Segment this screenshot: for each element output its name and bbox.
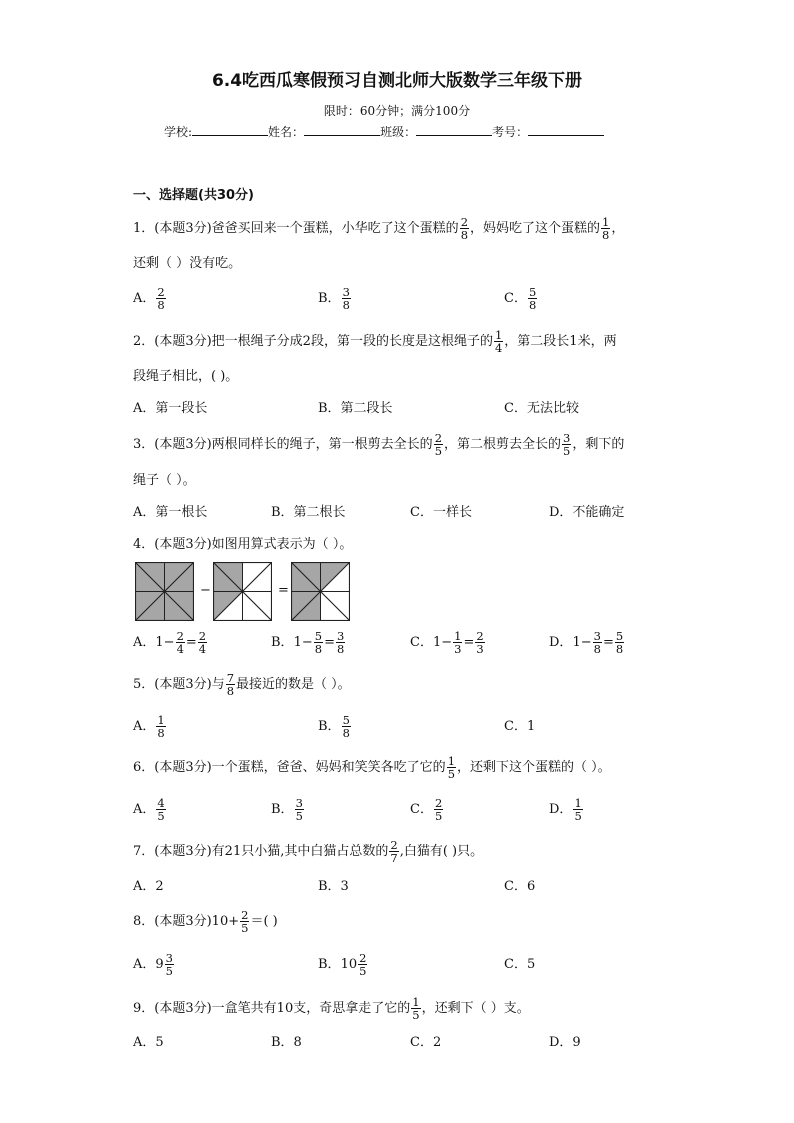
fraction-figure-whole: [135, 562, 194, 621]
q7-option-b[interactable]: B．3: [318, 879, 349, 894]
equals-sign: =: [278, 583, 289, 598]
question-4: 4．(本题3分)如图用算式表示为（ ）。: [133, 537, 353, 552]
fraction: $\frac{1}{5}$: [447, 753, 456, 781]
info-fields: [164, 126, 604, 138]
q8-option-a[interactable]: A．9 $\frac{3}{5}$: [133, 950, 173, 978]
page-title: 6.4吃西瓜寒假预习自测北师大版数学三年级下册: [211, 71, 583, 91]
fraction: $\frac{1}{8}$: [602, 214, 610, 242]
q9-option-d[interactable]: D．9: [549, 1035, 581, 1050]
question-9: 9．(本题3分)一盒笔共有10支，奇思拿走了它的 $\frac{1}{5}$ ，还剩下（ ）支。: [133, 994, 530, 1022]
section-heading: 一、选择题(共30分): [133, 188, 254, 203]
class-field[interactable]: [416, 135, 492, 136]
q2-option-b[interactable]: B．第二段长: [318, 401, 393, 416]
q4-option-a[interactable]: A．1− $\frac{2}{4}$ = $\frac{2}{4}$: [133, 628, 207, 656]
fraction: $\frac{2}{5}$: [241, 907, 249, 935]
fraction: $\frac{7}{8}$: [226, 670, 235, 698]
time-limit: 限时：60分钟；满分100分: [323, 104, 471, 118]
question-2: 2．(本题3分)把一根绳子分成2段，第一段的长度是这根绳子的 $\frac{1}{4}$ ，第二段长1米，两: [133, 327, 617, 355]
fraction-figure-subtrahend: [213, 562, 272, 621]
q2-option-a[interactable]: A．第一段长: [133, 401, 208, 416]
name-field[interactable]: [304, 135, 380, 136]
name-label: 姓名：: [268, 125, 305, 139]
q9-option-b[interactable]: B．8: [271, 1035, 302, 1050]
fraction-figure-result: [291, 562, 350, 621]
q7-option-a[interactable]: A．2: [133, 879, 164, 894]
q4-option-d[interactable]: D．1− $\frac{3}{8}$ = $\frac{5}{8}$: [549, 628, 624, 656]
q5-option-a[interactable]: A． $\frac{1}{8}$: [133, 712, 165, 740]
q9-option-a[interactable]: A．5: [133, 1035, 164, 1050]
q4-option-c[interactable]: C．1− $\frac{1}{3}$ = $\frac{2}{3}$: [410, 628, 484, 656]
number-field[interactable]: [528, 135, 604, 136]
fraction: $\frac{3}{5}$: [563, 430, 571, 458]
question-1-line2: 还剩（ ）没有吃。: [133, 256, 242, 271]
q4-option-b[interactable]: B．1− $\frac{5}{8}$ = $\frac{3}{8}$: [271, 628, 345, 656]
q1-option-c[interactable]: C． $\frac{5}{8}$: [504, 284, 537, 312]
q3-option-c[interactable]: C．一样长: [410, 505, 472, 520]
fraction: $\frac{2}{8}$: [460, 214, 469, 242]
q3-option-a[interactable]: A．第一根长: [133, 505, 208, 520]
q6-option-b[interactable]: B． $\frac{3}{5}$: [271, 795, 303, 823]
question-7: 7．(本题3分)有21只小猫,其中白猫占总数的 $\frac{2}{7}$ ,白猫有( )只。: [133, 837, 484, 865]
q1-option-b[interactable]: B． $\frac{3}{8}$: [318, 284, 350, 312]
q1-option-a[interactable]: A． $\frac{2}{8}$: [133, 284, 165, 312]
q6-option-a[interactable]: A． $\frac{4}{5}$: [133, 795, 165, 823]
school-field[interactable]: [192, 135, 268, 136]
question-5: 5．(本题3分)与 $\frac{7}{8}$ 最接近的数是（ ）。: [133, 670, 351, 698]
q3-option-b[interactable]: B．第二根长: [271, 505, 346, 520]
q7-option-c[interactable]: C．6: [504, 879, 536, 894]
minus-sign: −: [200, 583, 211, 598]
school-label: 学校:: [164, 125, 193, 139]
fraction: $\frac{2}{5}$: [434, 430, 443, 458]
question-3-line2: 绳子（ ）。: [133, 473, 196, 488]
q2-option-c[interactable]: C．无法比较: [504, 401, 579, 416]
question-1: 1．(本题3分)爸爸买回来一个蛋糕，小华吃了这个蛋糕的 $\frac{2}{8}$ ，妈妈吃了这个蛋糕的 $\frac{1}{8}$ ，: [133, 214, 625, 242]
fraction: $\frac{2}{7}$: [390, 837, 398, 865]
fraction: $\frac{1}{4}$: [494, 327, 503, 355]
class-label: 班级：: [380, 125, 417, 139]
q5-option-c[interactable]: C．1: [504, 719, 536, 734]
question-6: 6．(本题3分)一个蛋糕，爸爸、妈妈和笑笑各吃了它的 $\frac{1}{5}$ ，还剩下这个蛋糕的（ ）。: [133, 753, 611, 781]
question-2-line2: 段绳子相比，( )。: [133, 369, 239, 384]
q6-option-d[interactable]: D． $\frac{1}{5}$: [549, 795, 582, 823]
q8-option-b[interactable]: B．10 $\frac{2}{5}$: [318, 950, 367, 978]
q3-option-d[interactable]: D．不能确定: [549, 505, 625, 520]
question-3: 3．(本题3分)两根同样长的绳子，第一根剪去全长的 $\frac{2}{5}$ ，第二根剪去全长的 $\frac{3}{5}$ ，剩下的: [133, 430, 625, 458]
q5-option-b[interactable]: B． $\frac{5}{8}$: [318, 712, 350, 740]
q8-option-c[interactable]: C．5: [504, 957, 536, 972]
number-label: 考号：: [492, 125, 529, 139]
question-8: 8．(本题3分)10+ $\frac{2}{5}$ ＝( ): [133, 907, 278, 935]
q9-option-c[interactable]: C．2: [410, 1035, 442, 1050]
fraction: $\frac{1}{5}$: [412, 994, 420, 1022]
q6-option-c[interactable]: C． $\frac{2}{5}$: [410, 795, 443, 823]
